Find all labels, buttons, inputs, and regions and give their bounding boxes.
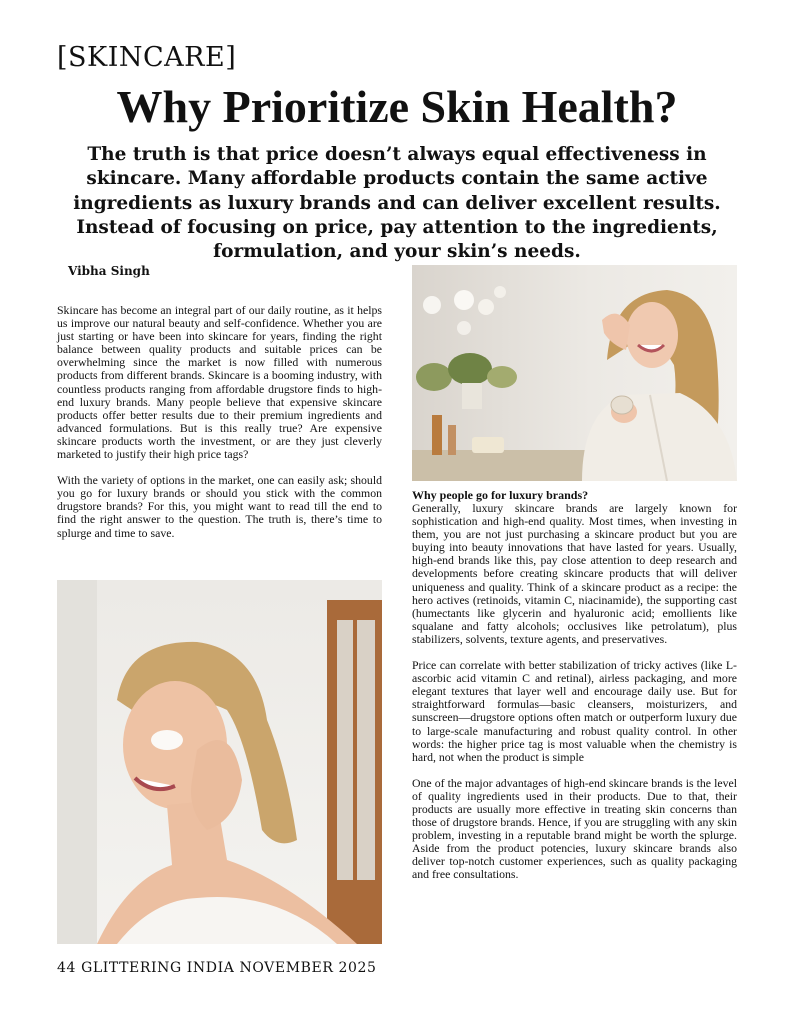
page-title: Why Prioritize Skin Health?	[116, 81, 678, 132]
article-column-left	[57, 304, 382, 553]
photo-woman-applying-cream	[412, 265, 737, 481]
paragraph: Price can correlate with better stabilization of tricky actives (like L-ascorbic acid vitamin C and retinal), airless packaging, and more elegant textures that layer well and encourage daily use. But for straightforward formulas—basic cleansers, moisturizers, and sunscreen—drugstore options often match or outperform luxury due to large-scale manufacturing and robust quality control. In other words: the higher price tag is most valuable when the chemistry is hard, not when the product is simple	[412, 658, 737, 764]
paragraph: Generally, luxury skincare brands are largely known for sophistication and high-end quality. Most times, when investing in them, you are not just purchasing a skincare product but you are buying into beauty innovations that have lasted for years. Usually, high-end brands like this, pay close attention to deep research and developments before creating skincare products that will deliver uniqueness and quality. Think of a skincare product as a recipe: the hero actives (retinoids, vitamin C, niacinamide), the supporting cast (humectants like glycerin and hyaluronic acid; emollients like squalane and fatty alcohols; occlusives like petrolatum), plus stabilizers, solvents, texture agents, and preservatives.	[412, 501, 737, 646]
page-footer: 44 GLITTERING INDIA NOVEMBER 2025	[57, 960, 377, 976]
article-column-right	[412, 488, 737, 895]
paragraph: Skincare has become an integral part of our daily routine, as it helps us improve our natural beauty and self-confidence. Whether you are just starting or have been into skincare for years, finding the right balance between quality products and suitable prices can be overwhelming since the market is now filled with numerous products from different brands. Skincare is a booming industry, with countless products ranging from affordable drugstore finds to high-end luxury brands. Many people believe that expensive skincare products offer better results due to their premium ingredients and advanced formulations. But is this really true? Are expensive skincare products worth the investment, or are they just cleverly marketed to justify their high price tags?	[57, 303, 382, 462]
standfirst: The truth is that price doesn’t always equal effectiveness in skincare. Many affordable products contain the same active ingredients as luxury brands and can deliver excellent results. Instead of focusing on price, pay attention to the ingredients, formulation, and your skin’s needs.	[73, 144, 721, 263]
paragraph: With the variety of options in the market, one can easily ask; should you go for luxury brands or should you stick with the common drugstore brands? For this, you might want to read till the end to find the right answer to the question. The truth is, there’s time to splurge and time to save.	[57, 473, 382, 540]
photo-woman-cream-on-cheek	[57, 580, 382, 944]
paragraph: One of the major advantages of high-end skincare brands is the level of quality ingredients used in their products. Due to that, their products are usually more effective in treating skin concerns than those of drugstore brands. Hence, if you are struggling with any skin problem, investing in a reputable brand might be worth the splurge. Aside from the product potencies, luxury skincare brands also deliver top-notch customer experiences, such as quality packaging and free consultations.	[412, 775, 737, 882]
author-byline: Vibha Singh	[68, 264, 150, 278]
section-heading: Why people go for luxury brands?	[412, 488, 589, 502]
section-tag: [SKINCARE]	[57, 42, 237, 73]
